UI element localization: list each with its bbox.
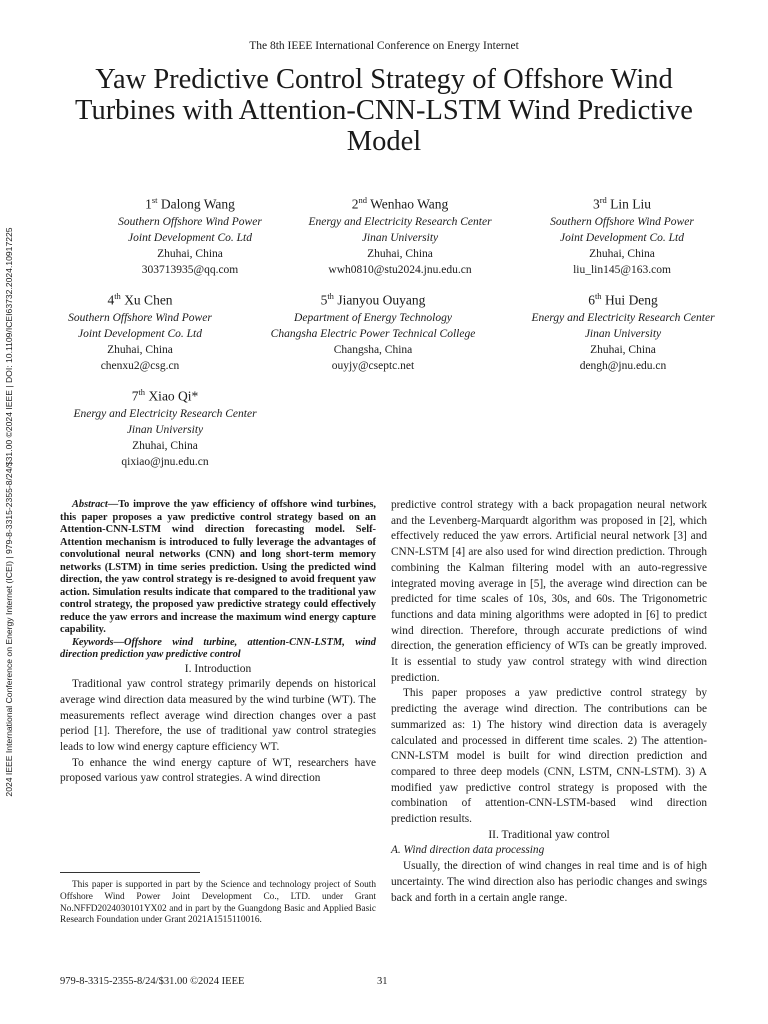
author-block-7 bbox=[35, 383, 295, 470]
author-email: ouyjy@cseptc.net bbox=[331, 359, 415, 372]
author-block-4 bbox=[10, 287, 270, 374]
author-affiliation: Energy and Electricity Research Center bbox=[308, 215, 492, 228]
funding-footnote: This paper is supported in part by the Science and technology project of South Offshore Wind Power Joint Development Co., LTD. under Grant No.NFFD2024030101YX02 and in part by the Guangdong Basic and Applied Basic Research Foundation under Grant 2021A1515110016. bbox=[60, 880, 376, 926]
section-heading-introduction: I. Introduction bbox=[184, 662, 252, 675]
author-affiliation: Joint Development Co. Ltd bbox=[78, 327, 202, 340]
author-affiliation: Changsha Electric Power Technical College bbox=[270, 327, 476, 340]
author-affiliation: Energy and Electricity Research Center bbox=[73, 407, 257, 420]
abstract-label: Abstract bbox=[72, 499, 108, 510]
author-email: chenxu2@csg.cn bbox=[100, 359, 180, 372]
author-block-2 bbox=[270, 191, 530, 278]
author-affiliation: Jinan University bbox=[126, 423, 204, 436]
author-name: 5th Jianyou Ouyang bbox=[320, 291, 426, 308]
author-location: Zhuhai, China bbox=[589, 247, 655, 260]
right-paragraph-3: Usually, the direction of wind changes in real time and is of high uncertainty. The wind direction also has periodic changes and swings back and forth in a certain angle range. bbox=[391, 860, 707, 904]
author-email: qixiao@jnu.edu.cn bbox=[121, 455, 209, 468]
author-affiliation: Joint Development Co. Ltd bbox=[128, 231, 252, 244]
footnote-rule bbox=[60, 872, 200, 873]
right-paragraph-1: predictive control strategy with a back propagation neural network and the Levenberg-Marquardt algorithm was proposed in [2], which effectively reduced the yaw errors. Artificial neural network [3] and CNN-LSTM [4] are also used for wind direction prediction. Through combining the Kalman filtering model with an auto-regressive integrated moving average in [5], the average wind direction can be predicted for time scales of 10s, 30s, and 60s. The Trigonometric functions and data mining algorithms were adopted in [6] to predict wind direction. Therefore, through accurate predictions of wind direction, the generation efficiency of WTs can be greatly improved. It is essential to study yaw control strategy with wind direction prediction. bbox=[391, 499, 707, 684]
author-location: Zhuhai, China bbox=[590, 343, 656, 356]
right-column bbox=[391, 498, 707, 906]
author-location: Changsha, China bbox=[333, 343, 413, 356]
doi-sidebar-text: 2024 IEEE International Conference on Energy Internet (ICEI) | 979-8-3315-2355-8/24/$31.00 ©2024 IEEE | DOI: 10.1109/ICEI63732.2024.10917225 bbox=[4, 227, 14, 797]
author-name: 3rd Lin Liu bbox=[592, 195, 652, 212]
author-affiliation: Joint Development Co. Ltd bbox=[560, 231, 684, 244]
paper-title: Yaw Predictive Control Strategy of Offshore Wind Turbines with Attention-CNN-LSTM Wind Predictive Model bbox=[75, 64, 693, 157]
author-location: Zhuhai, China bbox=[157, 247, 223, 260]
footer-copyright: 979-8-3315-2355-8/24/$31.00 ©2024 IEEE bbox=[60, 976, 245, 987]
right-paragraph-2: This paper proposes a yaw predictive control strategy by predicting the average wind direction. The contributions can be summarized as: 1) The history wind direction data is averagely calculated and processed in different time scales. 2) The attention-CNN-LSTM model is built for wind direction prediction and compared to three deep models (CNN, LSTM, CNN-LSTM). 3) A modified yaw predictive control strategy is proposed with the combination of attention-CNN-LSTM-based wind direction prediction results. bbox=[391, 687, 707, 826]
author-affiliation: Jinan University bbox=[584, 327, 662, 340]
author-affiliation: Southern Offshore Wind Power bbox=[118, 215, 262, 228]
intro-paragraph-2: To enhance the wind energy capture of WT, researchers have proposed various yaw control strategies. A wind direction bbox=[60, 756, 376, 785]
author-name: 6th Hui Deng bbox=[588, 291, 658, 308]
author-name: 1st Dalong Wang bbox=[145, 195, 235, 212]
subsection-heading-a: A. Wind direction data processing bbox=[391, 844, 545, 857]
author-name: 4th Xu Chen bbox=[107, 291, 173, 308]
author-location: Zhuhai, China bbox=[132, 439, 198, 452]
author-affiliation: Department of Energy Technology bbox=[294, 311, 452, 324]
author-email: 303713935@qq.com bbox=[141, 263, 239, 276]
author-affiliation: Southern Offshore Wind Power bbox=[68, 311, 212, 324]
author-affiliation: Southern Offshore Wind Power bbox=[550, 215, 694, 228]
abstract-text: —To improve the yaw efficiency of offshore wind turbines, this paper proposes a yaw predictive control strategy based on an Attention-CNN-LSTM wind direction forecasting model. Self-Attention mechanism is introduced to fully leverage the advantages of convolutional neural networks (CNN) and long short-term memory networks (LSTM) in time series prediction. Using the predicted wind direction, the yaw control strategy is re-designed to avoid frequent yaw action. Simulation results indicate that compared to the traditional yaw control strategy, the proposed yaw predictive strategy could effectively reduce the yaw errors and increase the maximum wind energy capture capability. bbox=[60, 499, 376, 635]
author-block-6 bbox=[485, 287, 761, 374]
left-column bbox=[60, 499, 376, 787]
section-heading-traditional-yaw-control: II. Traditional yaw control bbox=[488, 828, 610, 841]
abstract bbox=[60, 499, 376, 637]
conference-header: The 8th IEEE International Conference on Energy Internet bbox=[249, 40, 519, 52]
author-name: 2nd Wenhao Wang bbox=[351, 195, 449, 212]
intro-paragraph-1: Traditional yaw control strategy primarily depends on historical average wind direction data measured by the wind turbine (WT). The measurements reflect average wind direction changes over a past period [1]. Therefore, the use of traditional yaw control strategies leads to low wind energy capture efficiency WT. bbox=[60, 678, 376, 754]
author-email: wwh0810@stu2024.jnu.edu.cn bbox=[328, 263, 472, 276]
author-block-3 bbox=[492, 191, 752, 278]
author-email: dengh@jnu.edu.cn bbox=[579, 359, 667, 372]
author-email: liu_lin145@163.com bbox=[573, 263, 671, 276]
author-location: Zhuhai, China bbox=[107, 343, 173, 356]
author-affiliation: Jinan University bbox=[361, 231, 439, 244]
author-name: 7th Xiao Qi* bbox=[131, 387, 199, 404]
page-number: 31 bbox=[377, 976, 388, 987]
author-location: Zhuhai, China bbox=[367, 247, 433, 260]
author-affiliation: Energy and Electricity Research Center bbox=[531, 311, 715, 324]
author-block-5 bbox=[233, 287, 513, 374]
keywords: Keywords—Offshore wind turbine, attention-CNN-LSTM, wind direction prediction yaw predictive control bbox=[60, 636, 376, 660]
